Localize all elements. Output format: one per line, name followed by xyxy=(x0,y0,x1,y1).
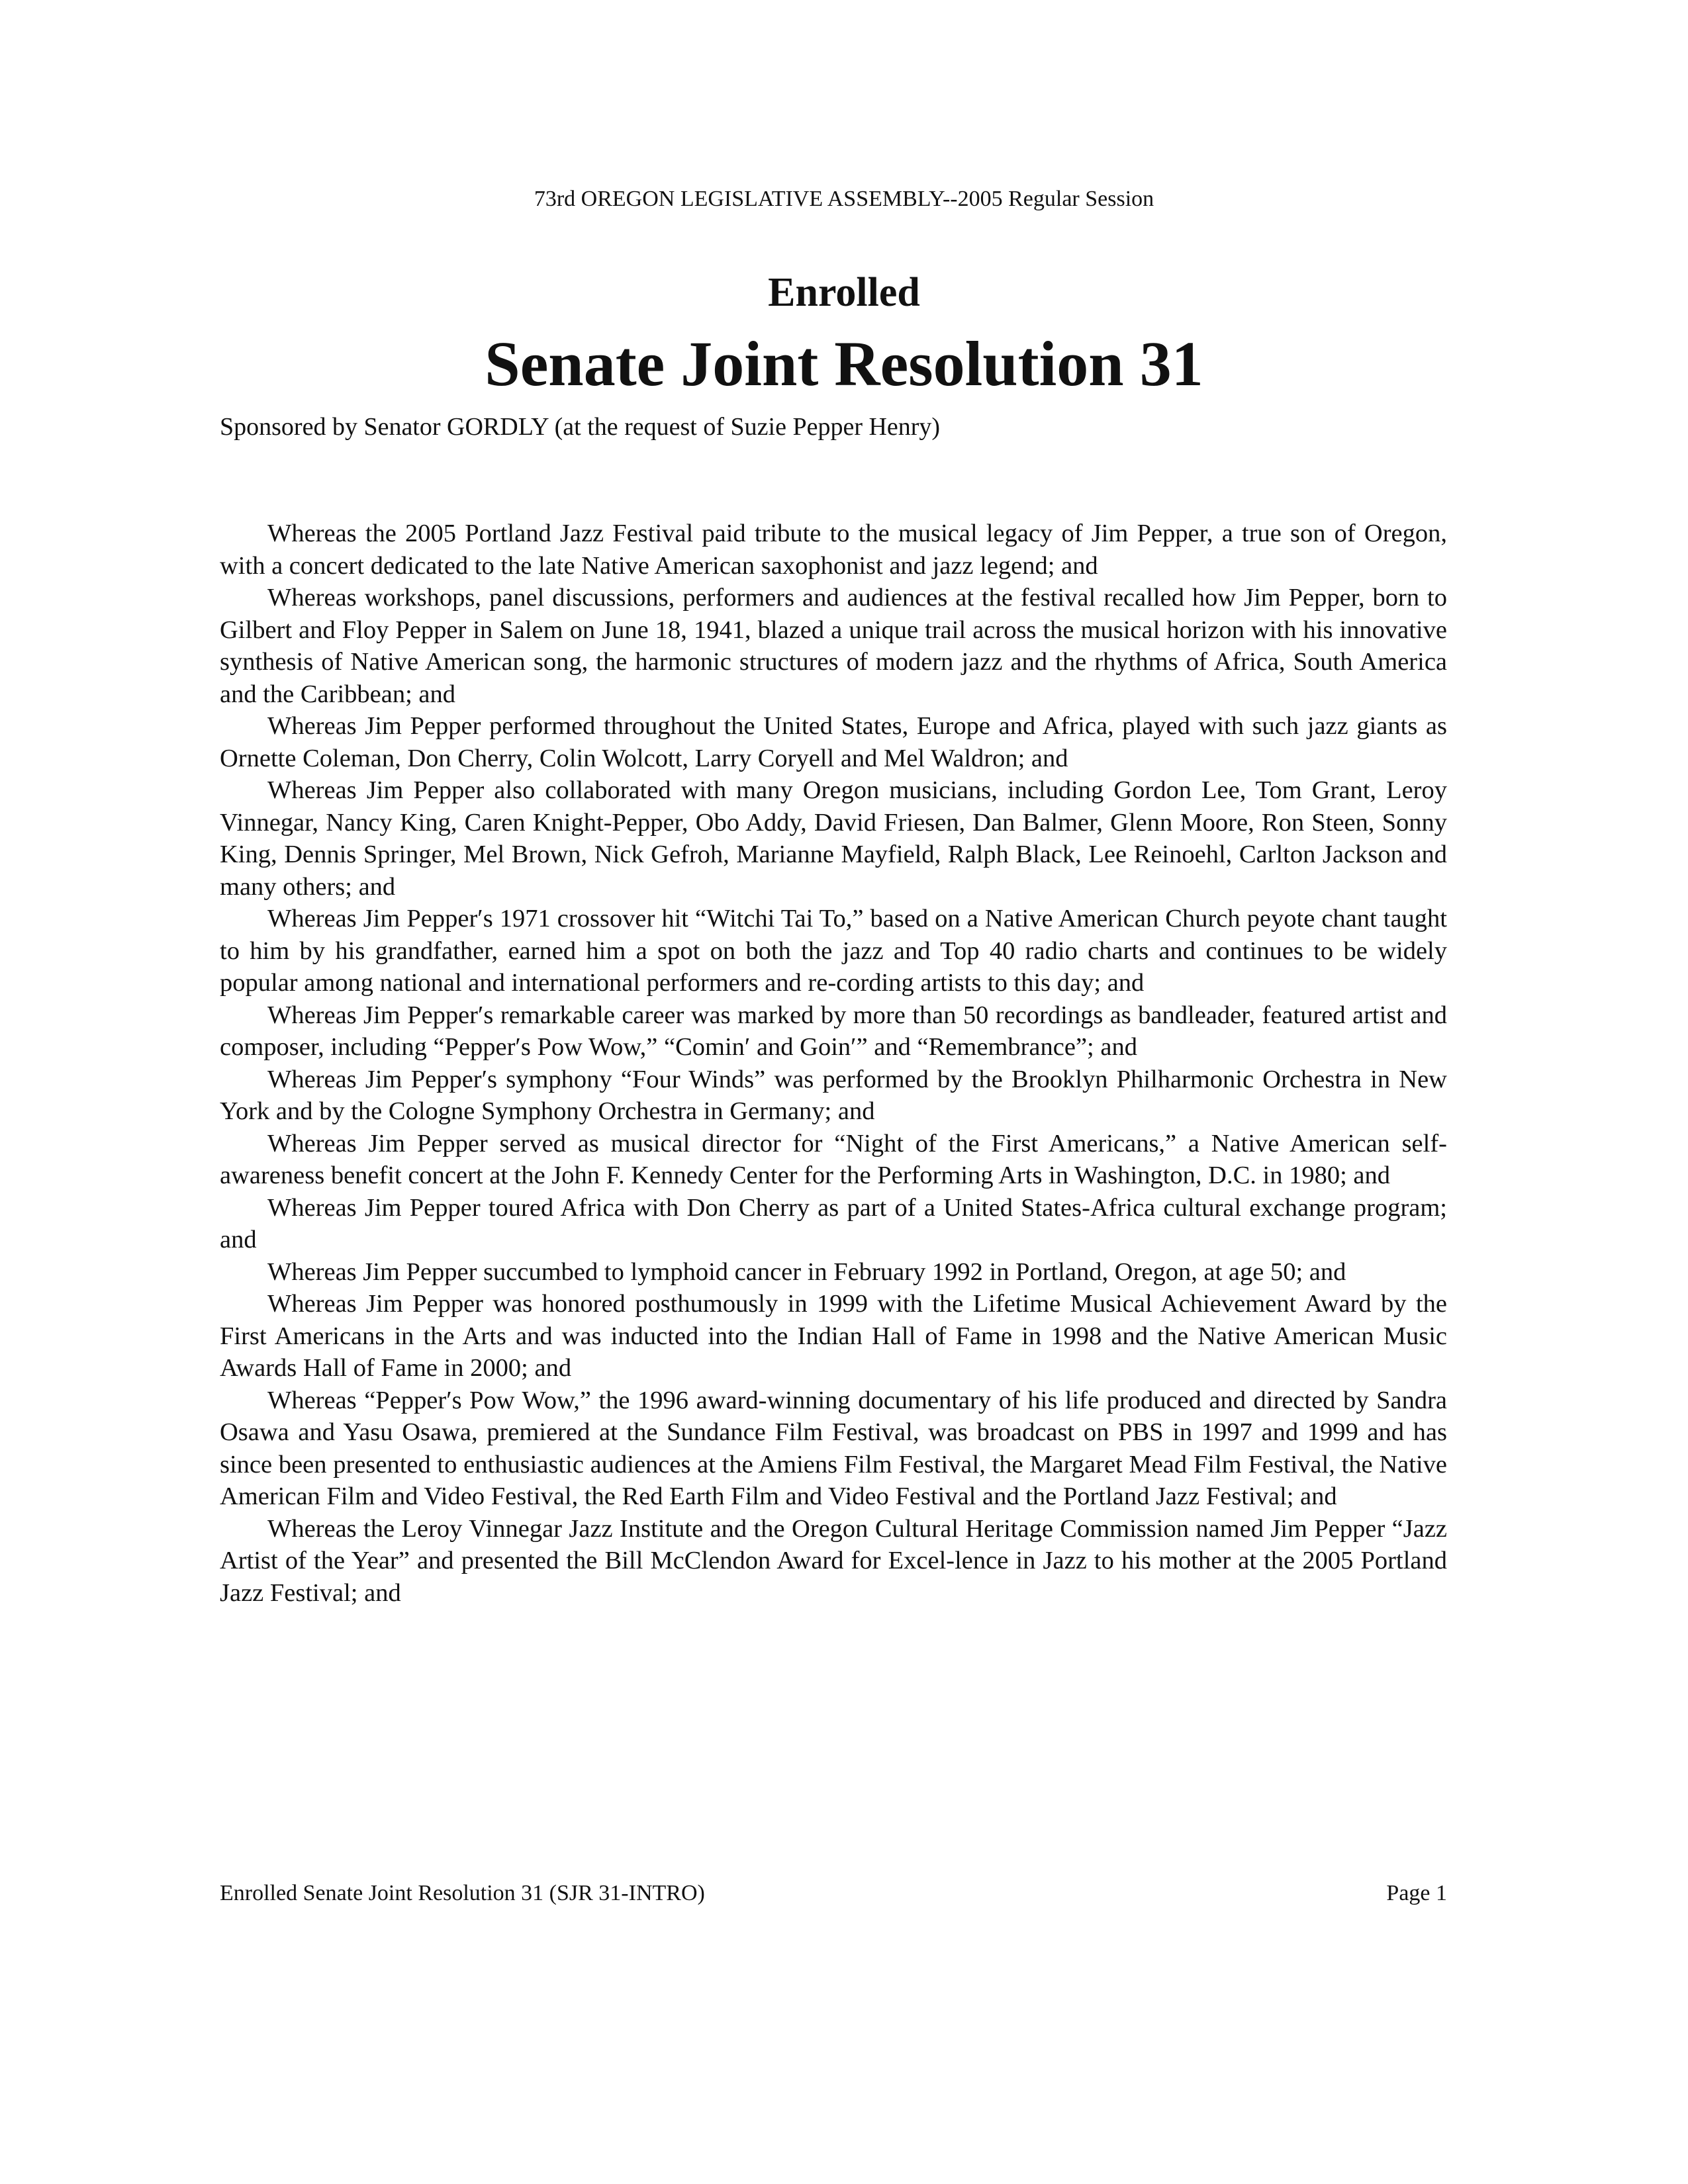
whereas-paragraph: Whereas Jim Pepper performed throughout the United States, Europe and Africa, played with such jazz giants as Ornette Coleman, Don Cherry, Colin Wolcott, Larry Coryell and Mel Waldron; and xyxy=(220,712,1447,772)
whereas-paragraph: Whereas Jim Pepper′s remarkable career was marked by more than 50 recordings as bandleader, featured artist and composer, including “Pepper′s Pow Wow,” “Comin′ and Goin′” and “Remembrance”; and xyxy=(220,1001,1447,1061)
whereas-paragraph: Whereas Jim Pepper′s 1971 crossover hit “Witchi Tai To,” based on a Native American Church peyote chant taught to him by his grandfather, earned him a spot on both the jazz and Top 40 radio charts and continues to be widely popular among national and international performers and re-cording artists to this day; and xyxy=(220,905,1447,997)
whereas-paragraph: Whereas Jim Pepper served as musical director for “Night of the First Americans,” a Native American self-awareness benefit concert at the John F. Kennedy Center for the Performing Arts in Washington, D.C. in 1980; and xyxy=(220,1129,1447,1189)
footer-page-number: Page 1 xyxy=(1386,1881,1447,1905)
whereas-paragraph: Whereas the Leroy Vinnegar Jazz Institute and the Oregon Cultural Heritage Commission named Jim Pepper “Jazz Artist of the Year” and presented the Bill McClendon Award for Excel-lence in Jazz to his mother at the 2005 Portland Jazz Festival; and xyxy=(220,1514,1447,1607)
whereas-paragraph: Whereas Jim Pepper also collaborated with many Oregon musicians, including Gordon Lee, Tom Grant, Leroy Vinnegar, Nancy King, Caren Knight-Pepper, Obo Addy, David Friesen, Dan Balmer, Glenn Moore, Ron Steen, Sonny King, Dennis Springer, Mel Brown, Nick Gefroh, Marianne Mayfield, Ralph Black, Lee Reinoehl, Carlton Jackson and many others; and xyxy=(220,776,1447,901)
sponsor-line: Sponsored by Senator GORDLY (at the request of Suzie Pepper Henry) xyxy=(220,413,941,441)
document-title: Senate Joint Resolution 31 xyxy=(485,328,1203,399)
whereas-paragraph: Whereas Jim Pepper′s symphony “Four Winds” was performed by the Brooklyn Philharmonic Orchestra in New York and by the Cologne Symphony Orchestra in Germany; and xyxy=(220,1065,1447,1125)
whereas-paragraph: Whereas Jim Pepper toured Africa with Don Cherry as part of a United States-Africa cultural exchange program; and xyxy=(220,1193,1447,1253)
footer-document-reference: Enrolled Senate Joint Resolution 31 (SJR 31-INTRO) xyxy=(220,1881,705,1905)
whereas-paragraph: Whereas the 2005 Portland Jazz Festival paid tribute to the musical legacy of Jim Pepper, a true son of Oregon, with a concert dedicated to the late Native American saxophonist and jazz legend; and xyxy=(220,520,1447,580)
resolution-body xyxy=(220,518,1447,1609)
whereas-paragraph: Whereas Jim Pepper was honored posthumously in 1999 with the Lifetime Musical Achievement Award by the First Americans in the Arts and was inducted into the Indian Hall of Fame in 1998 and the Native American Music Awards Hall of Fame in 2000; and xyxy=(220,1290,1447,1382)
whereas-paragraph: Whereas workshops, panel discussions, performers and audiences at the festival recalled how Jim Pepper, born to Gilbert and Floy Pepper in Salem on June 18, 1941, blazed a unique trail across the musical horizon with his innovative synthesis of Native American song, the harmonic structures of modern jazz and the rhythms of Africa, South America and the Caribbean; and xyxy=(220,584,1447,708)
enrolled-label: Enrolled xyxy=(768,270,920,315)
whereas-paragraph: Whereas Jim Pepper succumbed to lymphoid cancer in February 1992 in Portland, Oregon, at age 50; and xyxy=(267,1257,1346,1286)
whereas-paragraph: Whereas “Pepper′s Pow Wow,” the 1996 award-winning documentary of his life produced and directed by Sandra Osawa and Yasu Osawa, premiered at the Sundance Film Festival, was broadcast on PBS in 1997 and 1999 and has since been presented to enthusiastic audiences at the Amiens Film Festival, the Margaret Mead Film Festival, the Native American Film and Video Festival, the Red Earth Film and Video Festival and the Portland Jazz Festival; and xyxy=(220,1386,1447,1510)
session-header: 73rd OREGON LEGISLATIVE ASSEMBLY--2005 Regular Session xyxy=(534,187,1154,211)
